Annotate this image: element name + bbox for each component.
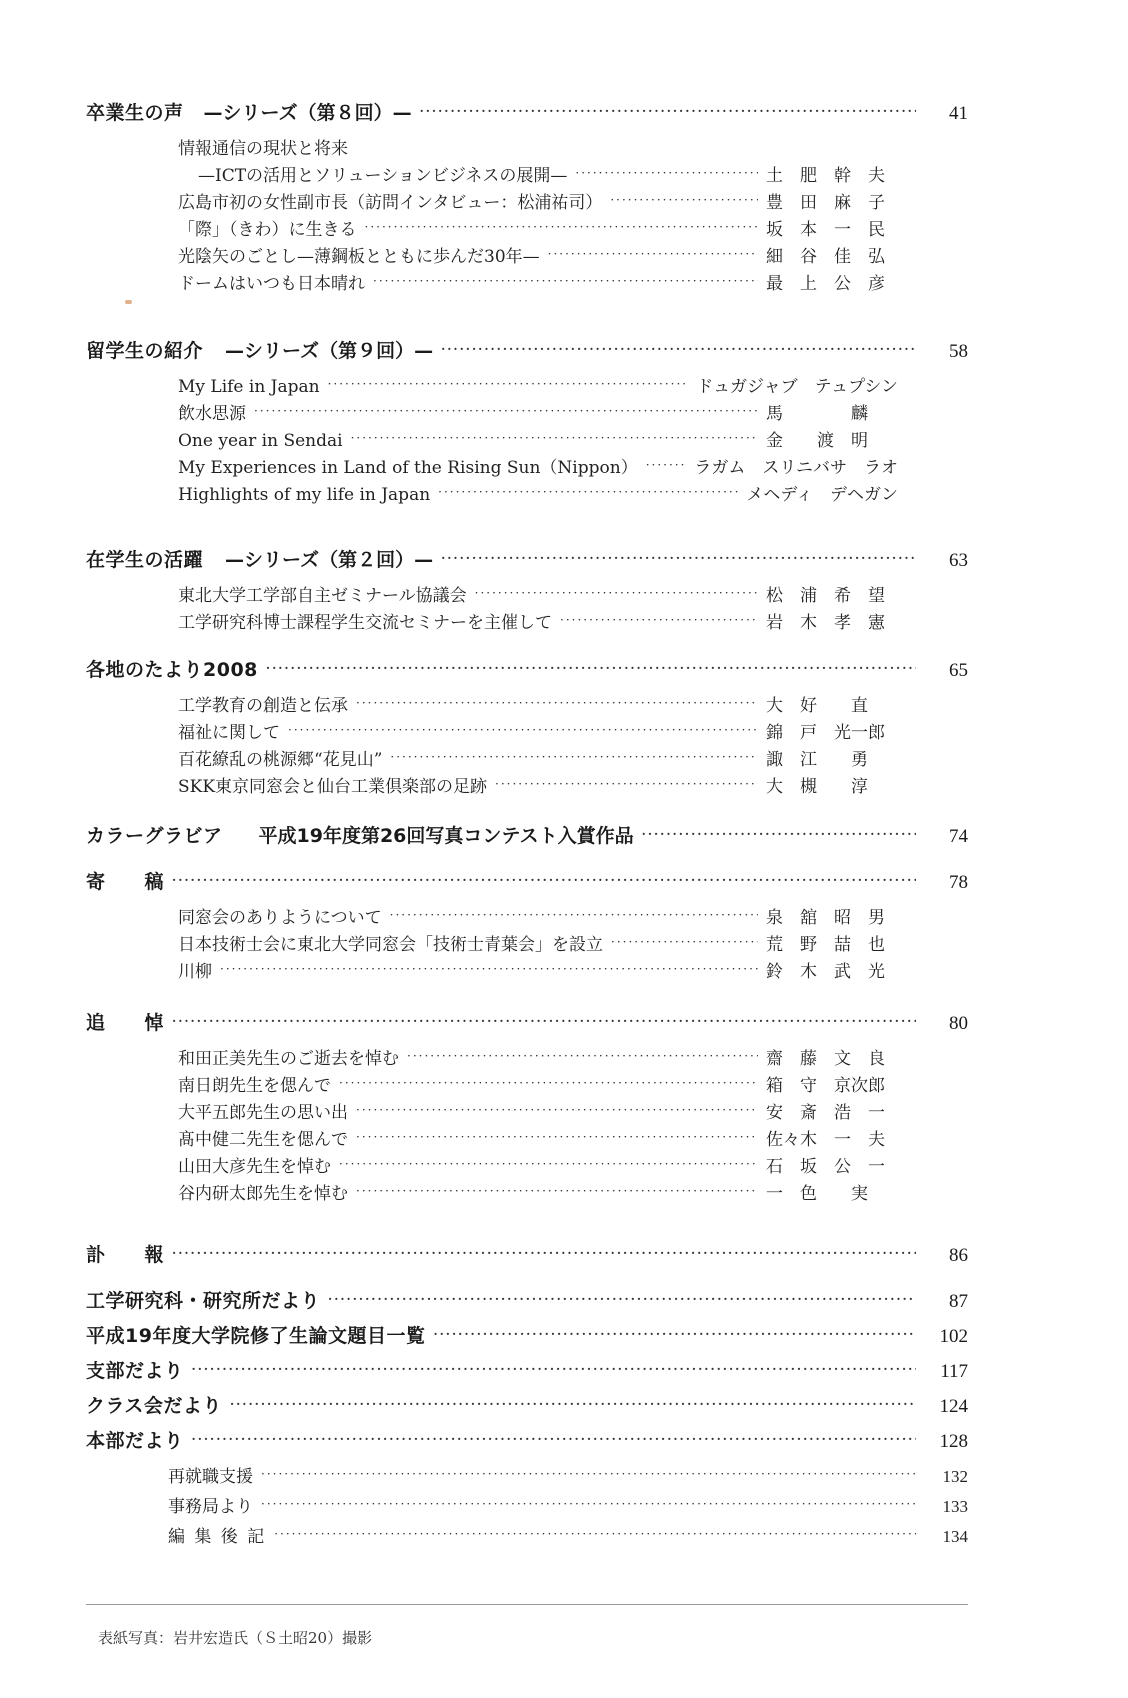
entry-author: 荒 野 喆 也 (766, 935, 885, 955)
entry-author: 細 谷 佳 弘 (766, 247, 885, 267)
page-number: 132 (942, 1467, 968, 1486)
toc-entry[interactable] (178, 772, 898, 797)
toc-entry[interactable] (178, 1125, 898, 1150)
leader-dots (220, 962, 758, 976)
entry-title: My Experiences in Land of the Rising Sun（Nippon） (178, 458, 638, 478)
toc-heading[interactable] (86, 545, 968, 572)
entry-title: 福祉に関して (178, 723, 280, 743)
leader-dots (390, 908, 758, 922)
entry-author: 箱 守 京次郎 (766, 1076, 885, 1096)
entry-title: 百花繚乱の桃源郷“花見山” (178, 750, 383, 770)
toc-entry[interactable] (168, 1462, 968, 1487)
toc-entry[interactable] (178, 134, 898, 159)
leader-dots (441, 551, 916, 565)
page-number: 117 (940, 1361, 968, 1382)
entry-title: SKK東京同窓会と仙台工業倶楽部の足跡 (178, 777, 488, 797)
entry-title: 「際」（きわ）に生きる (178, 220, 357, 240)
entry-author: ドュガジャブ テュプシン (696, 377, 898, 397)
toc-heading[interactable] (86, 821, 968, 848)
page-number: 87 (949, 1291, 968, 1312)
section-label: 工学研究科・研究所だより (86, 1290, 321, 1312)
leader-dots (254, 404, 758, 418)
toc-entry[interactable] (168, 1492, 968, 1517)
toc-heading[interactable] (86, 1426, 968, 1453)
entry-author: メヘディ デヘガン (746, 485, 898, 505)
leader-dots (172, 873, 916, 887)
entry-title: 川柳 (178, 962, 212, 982)
leader-dots (339, 1157, 758, 1171)
entry-title: One year in Sendai (178, 431, 343, 451)
page-number: 134 (942, 1527, 968, 1546)
entry-title: 編 集 後 記 (168, 1527, 267, 1547)
toc-entry[interactable] (178, 426, 898, 451)
section-label: クラス会だより (86, 1395, 222, 1417)
section-label: 平成19年度大学院修了生論文題目一覧 (86, 1325, 426, 1347)
leader-dots (611, 935, 758, 949)
section-label: カラーグラビア (86, 825, 223, 847)
leader-dots (575, 166, 758, 180)
leader-dots (560, 613, 758, 627)
leader-dots (356, 696, 758, 710)
entry-title: 光陰矢のごとし—薄鋼板とともに歩んだ30年— (178, 247, 540, 267)
leader-dots (642, 827, 916, 841)
section-label: 訃 報 (86, 1244, 165, 1266)
toc-heading[interactable] (86, 867, 968, 894)
section-label: 本部だより (86, 1430, 184, 1452)
entry-author: 大 槻 淳 (766, 777, 868, 797)
section-label: 寄 稿 (86, 871, 165, 893)
entry-title: 山田大彦先生を悼む (178, 1157, 331, 1177)
cover-photo-caption: 表紙写真：岩井宏造氏（Ｓ土昭20）撮影 (98, 1629, 373, 1647)
toc-entry[interactable] (178, 903, 898, 928)
leader-dots (266, 661, 916, 675)
entry-author: 安 斎 浩 一 (766, 1103, 885, 1123)
toc-entry[interactable] (178, 957, 898, 982)
entry-author: 諏 江 勇 (766, 750, 868, 770)
toc-heading[interactable] (86, 655, 968, 682)
entry-author: 馬 麟 (766, 404, 868, 424)
toc-entry[interactable] (178, 372, 898, 397)
leader-dots (261, 1497, 916, 1511)
leader-dots (328, 377, 689, 391)
entry-author: ラガム スリニバサ ラオ (694, 458, 898, 478)
toc-entry[interactable] (178, 1044, 898, 1069)
entry-title: 同窓会のありようについて (178, 908, 382, 928)
page-number: 58 (949, 341, 968, 362)
page-number: 63 (949, 550, 968, 571)
leader-dots (438, 485, 738, 499)
entry-title: My Life in Japan (178, 377, 320, 397)
entry-author: 最 上 公 彦 (766, 274, 885, 294)
leader-dots (390, 750, 758, 764)
entry-title: 情報通信の現状と将来 (178, 139, 348, 159)
entry-title: 工学研究科博士課程学生交流セミナーを主催して (178, 613, 552, 633)
entry-title: 谷内研太郎先生を悼む (178, 1184, 348, 1204)
toc-entry[interactable] (178, 269, 898, 294)
entry-author: 土 肥 幹 夫 (766, 166, 885, 186)
entry-title: 南日朗先生を偲んで (178, 1076, 331, 1096)
entry-title: ドームはいつも日本晴れ (178, 274, 365, 294)
entry-author: 佐々木 一 夫 (766, 1130, 885, 1150)
page-number: 102 (939, 1326, 968, 1347)
toc-heading[interactable] (86, 1321, 968, 1348)
leader-dots (356, 1184, 758, 1198)
leader-dots (646, 458, 687, 472)
section-label: 在学生の活躍 (86, 549, 204, 571)
entry-author: 坂 本 一 民 (766, 220, 885, 240)
toc-entry[interactable] (178, 1152, 898, 1177)
entry-title: 事務局より (168, 1497, 253, 1517)
page-number: 128 (939, 1431, 968, 1452)
toc-entry[interactable] (178, 242, 898, 267)
toc-entry[interactable] (178, 188, 898, 213)
toc-entry[interactable] (178, 1071, 898, 1096)
leader-dots (261, 1467, 916, 1481)
leader-dots (356, 1103, 758, 1117)
page-number: 80 (949, 1013, 968, 1034)
leader-dots (172, 1246, 916, 1260)
toc-entry[interactable] (178, 1098, 898, 1123)
section-subtitle: 平成19年度第26回写真コンテスト入賞作品 (258, 825, 634, 847)
section-label: 追 悼 (86, 1012, 165, 1034)
leader-dots (192, 1362, 916, 1376)
entry-author: 豊 田 麻 子 (766, 193, 885, 213)
section-label: 支部だより (86, 1360, 184, 1382)
leader-dots (441, 342, 916, 356)
entry-title: —ICTの活用とソリューションビジネスの展開— (198, 166, 568, 186)
leader-dots (433, 1327, 916, 1341)
toc-entry[interactable] (178, 215, 898, 240)
toc-entry[interactable] (178, 691, 898, 716)
toc-heading[interactable] (86, 336, 968, 363)
toc-entry[interactable] (198, 161, 898, 186)
entry-author: 錦 戸 光一郎 (766, 723, 885, 743)
toc-entry[interactable] (178, 745, 898, 770)
leader-dots (610, 193, 758, 207)
page-number: 78 (949, 872, 968, 893)
entry-title: 大平五郎先生の思い出 (178, 1103, 348, 1123)
leader-dots (192, 1432, 916, 1446)
toc-heading[interactable] (86, 98, 968, 125)
entry-title: 東北大学工学部自主ゼミナール協議会 (178, 586, 467, 606)
toc-entry[interactable] (178, 399, 898, 424)
entry-title: 髙中健二先生を偲んで (178, 1130, 348, 1150)
leader-dots (407, 1049, 758, 1063)
toc-entry[interactable] (178, 453, 898, 478)
leader-dots (230, 1397, 916, 1411)
section-subtitle: —シリーズ（第９回）— (225, 340, 434, 362)
leader-dots (365, 220, 759, 234)
page-number: 65 (949, 660, 968, 681)
ink-speck (125, 300, 132, 304)
leader-dots (373, 274, 758, 288)
footer-divider (86, 1604, 968, 1605)
section-label: 留学生の紹介 (86, 340, 204, 362)
section-label: 卒業生の声 (86, 102, 184, 124)
entry-title: 再就職支援 (168, 1467, 253, 1487)
toc-heading[interactable] (86, 1008, 968, 1035)
page-number: 124 (939, 1396, 968, 1417)
entry-title: 広島市初の女性副市長（訪問インタビュー：松浦祐司） (178, 193, 603, 213)
section-subtitle: —シリーズ（第２回）— (225, 549, 434, 571)
leader-dots (475, 586, 758, 600)
entry-author: 松 浦 希 望 (766, 586, 885, 606)
toc-heading[interactable] (86, 1391, 968, 1418)
entry-title: 工学教育の創造と伝承 (178, 696, 348, 716)
entry-author: 鈴 木 武 光 (766, 962, 885, 982)
entry-title: Highlights of my life in Japan (178, 485, 431, 505)
leader-dots (172, 1014, 916, 1028)
page-number: 133 (942, 1497, 968, 1516)
entry-author: 泉 舘 昭 男 (766, 908, 885, 928)
section-label: 各地のたより2008 (86, 659, 258, 681)
toc-entry[interactable] (168, 1522, 968, 1547)
leader-dots (288, 723, 758, 737)
entry-title: 飲水思源 (178, 404, 246, 424)
toc-entry[interactable] (178, 718, 898, 743)
page-number: 41 (949, 103, 968, 124)
entry-author: 齋 藤 文 良 (766, 1049, 885, 1069)
leader-dots (356, 1130, 758, 1144)
leader-dots (274, 1527, 916, 1541)
page-number: 86 (949, 1245, 968, 1266)
toc-entry[interactable] (178, 480, 898, 505)
leader-dots (351, 431, 758, 445)
leader-dots (420, 104, 916, 118)
page-number: 74 (949, 826, 968, 847)
toc-entry[interactable] (178, 581, 898, 606)
entry-author: 金 渡 明 (766, 431, 868, 451)
leader-dots (328, 1292, 916, 1306)
toc-entry[interactable] (178, 930, 898, 955)
entry-author: 岩 木 孝 憲 (766, 613, 885, 633)
entry-author: 大 好 直 (766, 696, 868, 716)
toc-heading[interactable] (86, 1240, 968, 1267)
entry-author: 一 色 実 (766, 1184, 868, 1204)
leader-dots (339, 1076, 758, 1090)
entry-title: 日本技術士会に東北大学同窓会「技術士青葉会」を設立 (178, 935, 603, 955)
leader-dots (495, 777, 758, 791)
toc-heading[interactable] (86, 1356, 968, 1383)
toc-heading[interactable] (86, 1286, 968, 1313)
toc-entry[interactable] (178, 1179, 898, 1204)
section-subtitle: —シリーズ（第８回）— (203, 102, 412, 124)
entry-author: 石 坂 公 一 (766, 1157, 885, 1177)
toc-entry[interactable] (178, 608, 898, 633)
leader-dots (548, 247, 758, 261)
entry-title: 和田正美先生のご逝去を悼む (178, 1049, 399, 1069)
